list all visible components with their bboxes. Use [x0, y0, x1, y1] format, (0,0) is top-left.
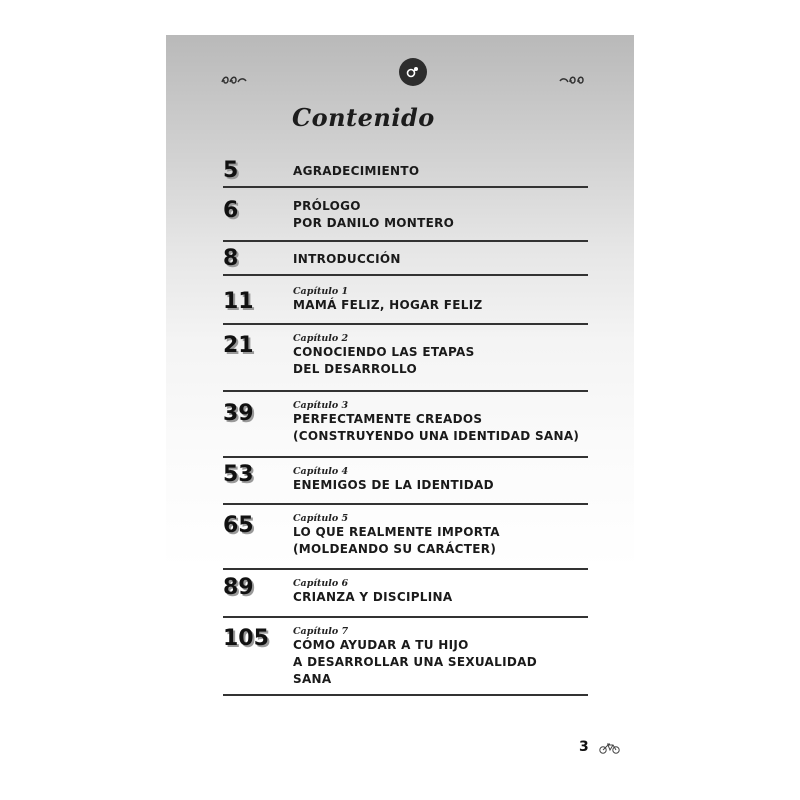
toc-entry-title: (MOLDEANDO SU CARÁCTER): [293, 542, 497, 556]
toc-entry: [223, 188, 588, 242]
toc-page-number: 6: [223, 198, 239, 223]
toc-chapter-label: Capítulo 1: [293, 286, 349, 297]
toc-entry: [223, 618, 588, 696]
toc-chapter-label: Capítulo 5: [293, 513, 349, 524]
toc-entry: [223, 505, 588, 570]
toc-entry: [223, 325, 588, 392]
toc-entry-text: [293, 513, 588, 558]
toc-chapter-label: Capítulo 2: [293, 333, 349, 344]
toc-chapter-label: Capítulo 3: [293, 400, 349, 411]
bicycle-doodle-icon: [598, 742, 622, 754]
toc-page-number: 53: [223, 462, 254, 487]
table-of-contents: [223, 155, 588, 696]
page-title: Contenido: [292, 103, 435, 132]
toc-page-number: 5: [223, 158, 239, 183]
toc-chapter-label: Capítulo 6: [293, 578, 349, 589]
toc-entry-title: INTRODUCCIÓN: [293, 252, 401, 266]
toc-entry-title: AGRADECIMIENTO: [293, 164, 420, 178]
toc-entry: [223, 392, 588, 458]
toc-entry-text: [293, 466, 588, 494]
toc-entry: [223, 458, 588, 505]
toc-entry: [223, 570, 588, 618]
toc-page-number: 89: [223, 575, 254, 600]
toc-page-number: 105: [223, 626, 269, 651]
toc-entry-text: [293, 400, 588, 445]
toc-entry: [223, 242, 588, 276]
toc-entry-title: CONOCIENDO LAS ETAPAS: [293, 345, 475, 359]
swirl-flourish-icon: [558, 74, 586, 86]
toc-entry-title: PRÓLOGO: [293, 199, 361, 213]
toc-entry-title: LO QUE REALMENTE IMPORTA: [293, 525, 500, 539]
toc-chapter-label: Capítulo 7: [293, 626, 349, 637]
toc-page-number: 8: [223, 246, 239, 271]
toc-entry-title: (CONSTRUYENDO UNA IDENTIDAD SANA): [293, 429, 580, 443]
book-page: [166, 35, 634, 800]
toc-entry-title: MAMÁ FELIZ, HOGAR FELIZ: [293, 298, 483, 312]
toc-entry-text: [293, 626, 588, 688]
toc-entry-text: [293, 578, 588, 606]
toc-entry: [223, 155, 588, 188]
toc-entry-text: [293, 198, 588, 232]
pacifier-badge-icon: [399, 58, 427, 86]
toc-chapter-label: Capítulo 4: [293, 466, 349, 477]
toc-entry-title: CRIANZA Y DISCIPLINA: [293, 590, 453, 604]
toc-entry-title: PERFECTAMENTE CREADOS: [293, 412, 483, 426]
toc-entry-title: DEL DESARROLLO: [293, 362, 418, 376]
toc-page-number: 11: [223, 289, 254, 314]
toc-entry-title: POR DANILO MONTERO: [293, 216, 455, 230]
toc-page-number: 21: [223, 333, 254, 358]
toc-entry-title: A DESARROLLAR UNA SEXUALIDAD: [293, 655, 537, 669]
page-number: 3: [579, 739, 589, 755]
toc-entry-title: SANA: [293, 672, 332, 686]
toc-page-number: 39: [223, 401, 254, 426]
toc-entry-text: [293, 251, 588, 268]
toc-entry-text: [293, 333, 588, 378]
toc-entry-text: [293, 163, 588, 180]
toc-entry-title: CÓMO AYUDAR A TU HIJO: [293, 638, 469, 652]
toc-page-number: 65: [223, 513, 254, 538]
toc-entry-text: [293, 286, 588, 314]
swirl-flourish-icon: [220, 74, 248, 86]
toc-entry-title: ENEMIGOS DE LA IDENTIDAD: [293, 478, 494, 492]
toc-entry: [223, 276, 588, 325]
